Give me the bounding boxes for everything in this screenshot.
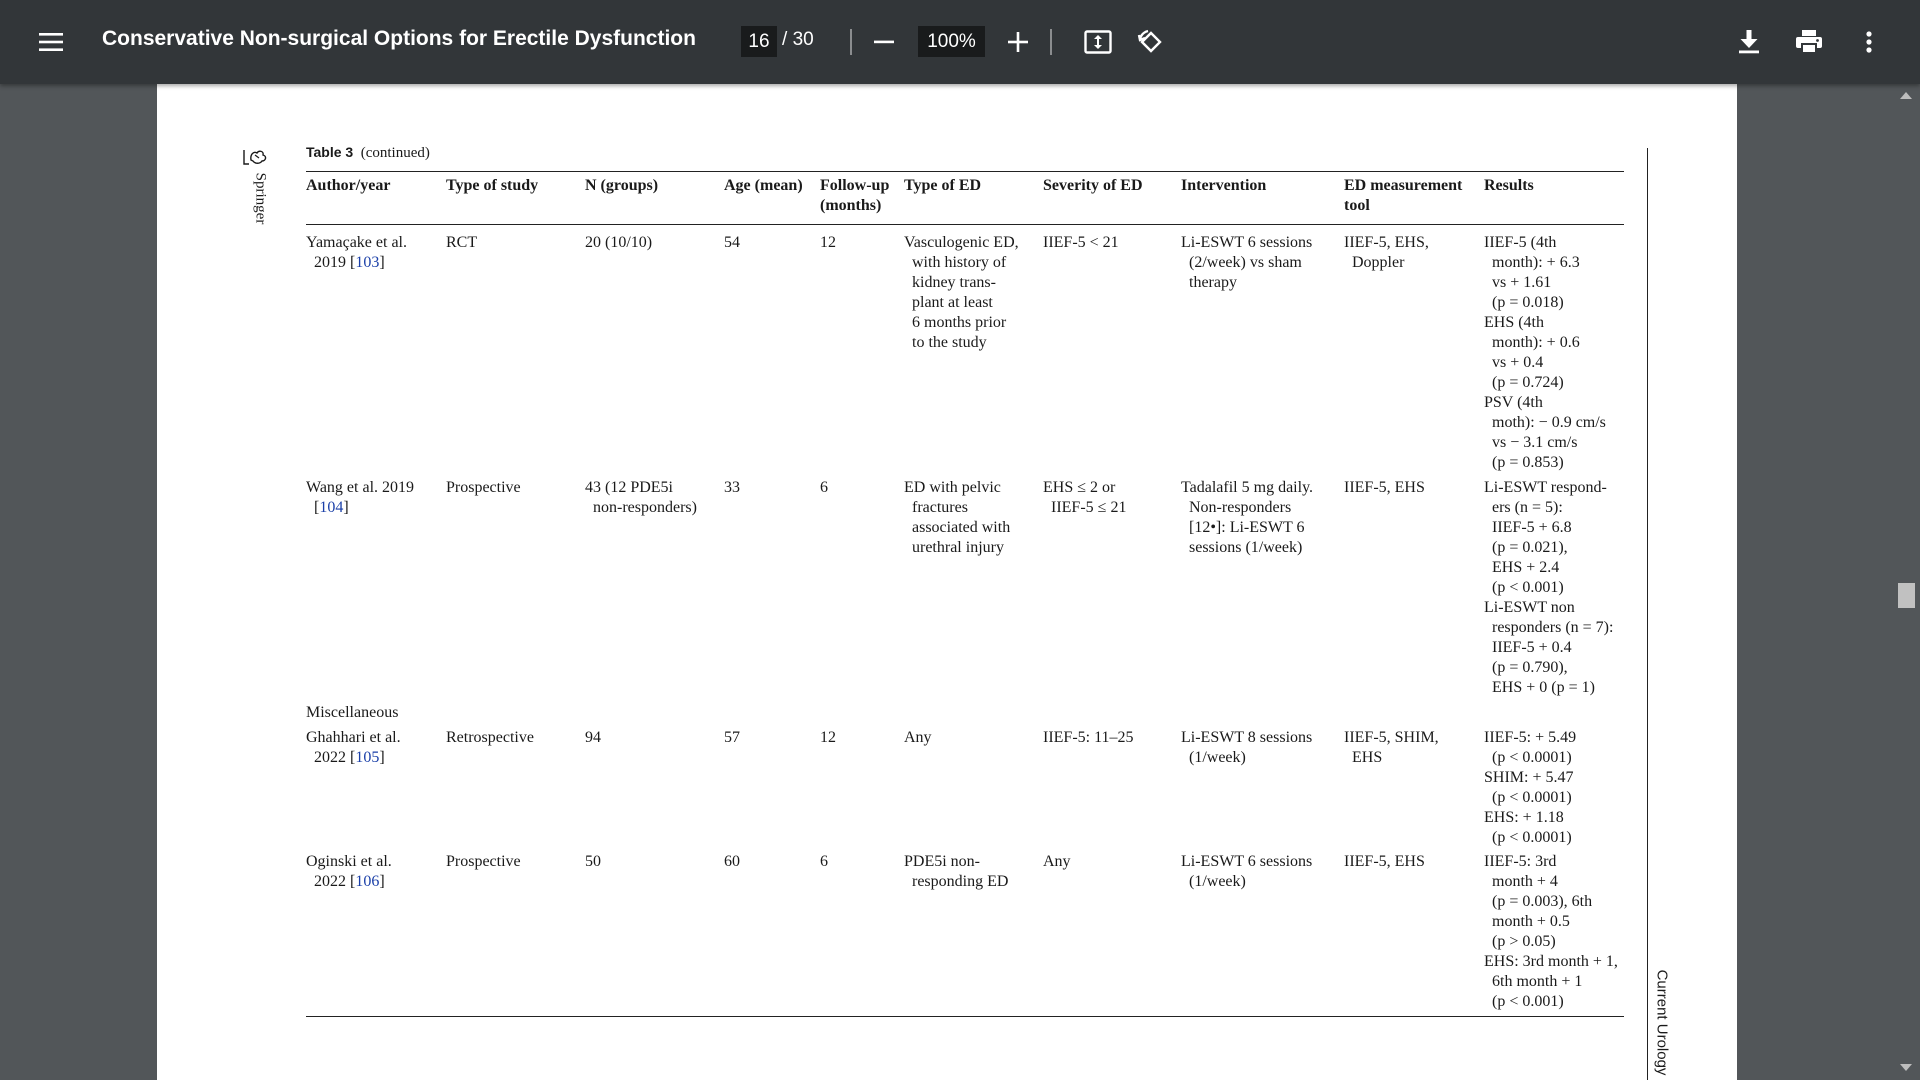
table-caption-suffix: (continued) xyxy=(360,145,430,161)
section-label: Miscellaneous xyxy=(306,704,399,721)
menu-icon[interactable] xyxy=(36,28,66,56)
toolbar-divider xyxy=(850,29,852,55)
cell-n-groups: 94 xyxy=(585,729,601,746)
cell-intervention: Li-ESWT 6 sessions (1/week) xyxy=(1181,853,1313,890)
zoom-level-input[interactable]: 100% xyxy=(918,26,985,57)
column-header: Author/year xyxy=(306,177,391,194)
cell-results: IIEF-5: 3rd month + 4 (p = 0.003), 6th month + 0.5 (p > 0.05) EHS: 3rd month + 1, 6th month + 1 (p < 0.001) xyxy=(1484,853,1618,1010)
cell-severity: Any xyxy=(1043,853,1071,870)
cell-measurement-tool: IIEF-5, EHS xyxy=(1344,479,1425,496)
cell-age: 54 xyxy=(724,234,740,251)
column-header: ED measurement tool xyxy=(1344,177,1463,214)
cell-severity: EHS ≤ 2 or IIEF-5 ≤ 21 xyxy=(1043,479,1127,516)
fit-page-icon[interactable] xyxy=(1082,27,1114,57)
scrollbar-thumb[interactable] xyxy=(1898,583,1915,608)
toolbar-divider xyxy=(1050,29,1052,55)
publisher-name: Springer xyxy=(252,172,269,225)
zoom-out-icon[interactable] xyxy=(868,28,900,56)
zoom-in-icon[interactable] xyxy=(1002,28,1034,56)
cell-n-groups: 43 (12 PDE5i non-responders) xyxy=(585,479,697,516)
cell-ed-type: PDE5i non- responding ED xyxy=(904,853,1009,890)
more-options-icon[interactable] xyxy=(1854,27,1884,57)
cell-intervention: Li-ESWT 6 sessions (2/week) vs sham therapy xyxy=(1181,234,1313,291)
cell-results: Li-ESWT respond- ers (n = 5): IIEF-5 + 6.8 (p = 0.021), EHS + 2.4 (p < 0.001) Li-ESWT non responders (n = 7): IIEF-5 + 0.4 (p = 0.790), EHS + 0 (p = 1) xyxy=(1484,479,1614,696)
cell-ed-type: ED with pelvic fractures associated with urethral injury xyxy=(904,479,1011,556)
cell-measurement-tool: IIEF-5, SHIM, EHS xyxy=(1344,729,1439,766)
journal-name: Current Urology xyxy=(1653,969,1671,1076)
cell-author: Oginski et al. 2022 [106] xyxy=(306,853,392,890)
cell-follow-up: 12 xyxy=(820,729,836,746)
cell-author: Yamaçake et al. 2019 [103] xyxy=(306,234,407,271)
vertical-scrollbar[interactable] xyxy=(1893,84,1920,1080)
citation-link[interactable]: 104 xyxy=(319,499,344,516)
pdf-page xyxy=(157,84,1737,1080)
cell-age: 60 xyxy=(724,853,740,870)
column-header: Age (mean) xyxy=(724,177,803,194)
scroll-up-icon[interactable] xyxy=(1900,92,1912,99)
column-header: Type of study xyxy=(446,177,539,194)
pdf-toolbar xyxy=(0,0,1920,84)
margin-rule xyxy=(1647,148,1648,1080)
cell-results: IIEF-5: + 5.49 (p < 0.0001) SHIM: + 5.47 (p < 0.0001) EHS: + 1.18 (p < 0.0001) xyxy=(1484,729,1577,846)
cell-follow-up: 6 xyxy=(820,479,828,496)
column-header: Results xyxy=(1484,177,1534,194)
print-icon[interactable] xyxy=(1793,27,1825,57)
document-viewer[interactable] xyxy=(0,84,1920,1080)
table-bottom-rule xyxy=(306,1016,1624,1017)
citation-link[interactable]: 105 xyxy=(355,749,380,766)
column-header: Type of ED xyxy=(904,177,982,194)
citation-link[interactable]: 106 xyxy=(355,873,380,890)
cell-intervention: Tadalafil 5 mg daily. Non-responders [12•]: Li-ESWT 6 sessions (1/week) xyxy=(1181,479,1314,556)
citation-link[interactable]: 103 xyxy=(355,254,380,271)
cell-study-type: Prospective xyxy=(446,853,521,870)
rotate-icon[interactable] xyxy=(1135,26,1167,58)
column-header: Follow-up (months) xyxy=(820,177,890,214)
cell-intervention: Li-ESWT 8 sessions (1/week) xyxy=(1181,729,1313,766)
cell-measurement-tool: IIEF-5, EHS, Doppler xyxy=(1344,234,1429,271)
cell-age: 57 xyxy=(724,729,740,746)
cell-ed-type: Vasculogenic ED, with history of kidney trans- plant at least 6 months prior to the study xyxy=(904,234,1019,351)
column-header: Severity of ED xyxy=(1043,177,1143,194)
cell-measurement-tool: IIEF-5, EHS xyxy=(1344,853,1425,870)
cell-study-type: Retrospective xyxy=(446,729,534,746)
cell-severity: IIEF-5 < 21 xyxy=(1043,234,1119,251)
cell-author: Wang et al. 2019 [104] xyxy=(306,479,415,516)
cell-ed-type: Any xyxy=(904,729,932,746)
cell-n-groups: 50 xyxy=(585,853,601,870)
scroll-down-icon[interactable] xyxy=(1900,1064,1912,1071)
cell-n-groups: 20 (10/10) xyxy=(585,234,653,251)
cell-follow-up: 6 xyxy=(820,853,828,870)
cell-study-type: Prospective xyxy=(446,479,521,496)
cell-age: 33 xyxy=(724,479,740,496)
cell-results: IIEF-5 (4th month): + 6.3 vs + 1.61 (p = 0.018) EHS (4th month): + 0.6 vs + 0.4 (p = 0.724) PSV (4th moth): − 0.9 cm/s vs − 3.1 cm/s (p = 0.853) xyxy=(1484,234,1606,471)
cell-severity: IIEF-5: 11–25 xyxy=(1043,729,1134,746)
download-icon[interactable] xyxy=(1734,27,1764,57)
cell-study-type: RCT xyxy=(446,234,478,251)
total-pages: 30 xyxy=(792,29,814,50)
table-caption-label: Table 3 xyxy=(306,144,354,160)
column-header: Intervention xyxy=(1181,177,1267,194)
cell-follow-up: 12 xyxy=(820,234,836,251)
page-separator: / xyxy=(782,29,788,50)
table-caption xyxy=(306,144,430,162)
column-header: N (groups) xyxy=(585,177,659,194)
document-title: Conservative Non-surgical Options for Erectile Dysfunction xyxy=(102,27,696,50)
cell-author: Ghahhari et al. 2022 [105] xyxy=(306,729,401,766)
page-number-input[interactable]: 16 xyxy=(741,26,777,57)
table-header-rule xyxy=(306,224,1624,225)
table-top-rule xyxy=(306,171,1624,172)
page-count xyxy=(782,29,814,51)
